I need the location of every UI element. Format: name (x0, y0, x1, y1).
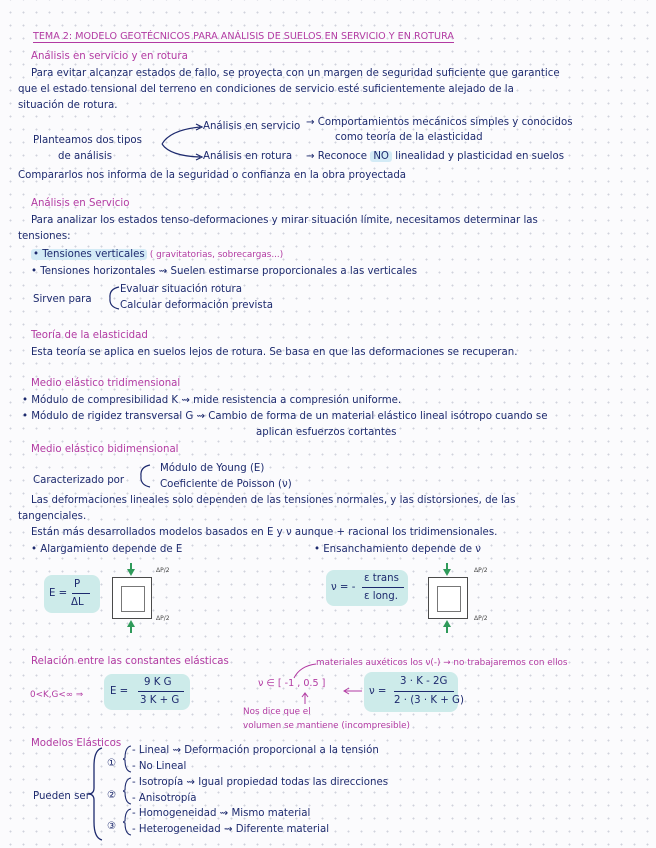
modelo-isotropia: - Isotropía ⇝ Igual propiedad todas las direcciones (132, 777, 389, 788)
heading-tridimensional: Medio elástico tridimensional (31, 378, 181, 389)
eq2-lhs: ν = - (331, 582, 356, 593)
eq2-bar (362, 587, 404, 588)
analysis-rotura-desc (306, 150, 564, 163)
specimen-inner (121, 586, 145, 612)
sirven-para: Sirven para (33, 294, 92, 305)
range-note-1: Nos dice que el (243, 707, 311, 717)
ensanchamiento: • Ensanchamiento depende de ν (314, 544, 481, 555)
modulo-rigidez: • Módulo de rigidez transversal G ⇝ Cambio de forma de un material elástico lineal isótropo cuando se (22, 411, 548, 422)
eqv-den: 2 · (3 · K + G) (394, 695, 464, 706)
rotura-desc-post: linealidad y plasticidad en suelos (395, 151, 565, 162)
to-nu-arrow (342, 686, 364, 696)
modulo-compresibilidad: • Módulo de compresibilidad K ⇝ mide resistencia a compresión uniforme. (22, 395, 402, 406)
caracterizado-por: Caracterizado por (33, 475, 125, 486)
s1-p2: que el estado tensional del terreno en condiciones de servicio esté suficientemente alejado de la (18, 84, 514, 95)
s3-p1: Esta teoría se aplica en suelos lejos de rotura. Se basa en que las deformaciones se recuperan. (31, 347, 518, 358)
modelo-homogeneidad: - Homogeneidad ⇝ Mismo material (132, 808, 311, 819)
heading-servicio-rotura: Análisis en servicio y en rotura (31, 51, 188, 62)
bottom-arrow-icon (127, 620, 135, 627)
rotura-desc-pre: → Reconoce (306, 151, 368, 162)
elongation-figure (108, 563, 168, 635)
eqv-bar (394, 691, 454, 692)
num-2: ② (107, 790, 117, 801)
modelo-heterogeneidad: - Heterogeneidad ⇝ Diferente material (132, 824, 330, 835)
compare-line: Compararlos nos informa de la seguridad o confianza en la obra proyectada (18, 170, 407, 181)
range-arrow (300, 692, 310, 706)
eq2-den: ε long. (364, 591, 398, 602)
tv-label: • Tensiones verticales (33, 249, 145, 260)
s5-p3: Están más desarrollados modelos basados en E y ν aunque + racional los tridimensionales. (31, 527, 498, 538)
eq1-lhs: E = (49, 588, 68, 599)
heading-bidimensional: Medio elástico bidimensional (31, 444, 179, 455)
analysis-servicio-desc2: como teoría de la elasticidad (335, 132, 483, 143)
s5-p1: Las deformaciones lineales solo dependen de las tensiones normales, y las distorsiones, de las (31, 495, 516, 506)
s1-p1: Para evitar alcanzar estados de fallo, se proyecta con un margen de seguridad suficiente que garantice (31, 68, 560, 79)
eqE-bar (138, 691, 184, 692)
num-3: ③ (107, 821, 117, 832)
s2-p1: Para analizar los estados tenso-deformaciones y mirar situación límite, necesitamos determinar las (31, 215, 538, 226)
analysis-servicio-label: Análisis en servicio (203, 121, 301, 132)
alargamiento: • Alargamiento depende de E (31, 544, 183, 555)
bottom-arrow-stem-2 (446, 627, 448, 633)
planteamos-line2: de análisis (58, 151, 113, 162)
eqE-num: 9 K G (144, 677, 172, 688)
fig2-bottom-label: ΔP/2 (474, 615, 488, 622)
heading-elasticidad: Teoría de la elasticidad (31, 330, 148, 341)
formula-nu-box (326, 570, 408, 606)
s5-p2: tangenciales. (18, 511, 87, 522)
fig1-bottom-label: ΔP/2 (156, 615, 170, 622)
modelo-lineal: - Lineal ⇝ Deformación proporcional a la tensión (132, 745, 379, 756)
eqE-den: 3 K + G (140, 695, 180, 706)
nu-range: ν ∈ [ -1 , 0.5 ] (258, 678, 326, 689)
coef-poisson: Coeficiente de Poisson (ν) (160, 479, 292, 490)
fig2-top-label: ΔP/2 (474, 567, 488, 574)
eq1-den: ΔL (71, 597, 84, 608)
num-1: ① (107, 758, 117, 769)
eqE-lhs: E = (110, 686, 129, 697)
bottom-arrow-icon-2 (443, 620, 451, 627)
eq1-bar (72, 593, 90, 594)
eq2-num: ε trans (364, 573, 399, 584)
formula-E-KG-box (104, 674, 190, 710)
k-g-condition: 0<K,G<∞ ⇒ (30, 690, 84, 700)
planteamos-line1: Planteamos dos tipos (33, 135, 142, 146)
widening-figure (420, 563, 490, 635)
heading-analisis-servicio: Análisis en Servicio (31, 198, 130, 209)
modelo-no-lineal: - No Lineal (132, 761, 187, 772)
modulo-rigidez-cont: aplican esfuerzos cortantes (256, 427, 397, 438)
formula-nu-KG-box (364, 672, 464, 712)
analysis-rotura-label: Análisis en rotura (203, 151, 293, 162)
heading-relacion: Relación entre las constantes elásticas (31, 656, 229, 667)
specimen-inner-2 (437, 586, 461, 612)
top-arrow-icon (127, 569, 135, 576)
bullet-tensiones-horizontales: • Tensiones horizontales ⇝ Suelen estimarse proporcionales a las verticales (31, 266, 418, 277)
bullet-tensiones-verticales (31, 248, 283, 262)
formula-E-box (44, 575, 100, 613)
fig1-top-label: ΔP/2 (156, 567, 170, 574)
sirven-2: Calcular deformación prevista (120, 300, 273, 311)
s1-p3: situación de rotura. (18, 100, 118, 111)
heading-modelos: Modelos Elásticos (31, 738, 122, 749)
specimen-2 (428, 577, 468, 619)
no-word: NO (370, 151, 392, 162)
specimen (112, 577, 152, 619)
s2-p2: tensiones: (18, 231, 71, 242)
sirven-1: Evaluar situación rotura (120, 284, 242, 295)
eq1-num: P (74, 579, 81, 590)
big-brace (86, 746, 106, 842)
modulo-young: Módulo de Young (E) (160, 463, 265, 474)
auxetic-note: materiales auxéticos los ν(-) → no trabajaremos con ellos (316, 658, 568, 668)
analysis-servicio-desc1: → Comportamientos mecánicos simples y conocidos (306, 117, 573, 128)
branch-arrows (150, 120, 210, 165)
eqv-num: 3 · K - 2G (400, 676, 448, 687)
page-title: TEMA 2: MODELO GEOTÉCNICOS PARA ANÁLISIS DE SUELOS EN SERVICIO Y EN ROTURA (33, 31, 454, 42)
range-note-2: volumen se mantiene (incompresible) (243, 721, 410, 731)
top-arrow-icon-2 (443, 569, 451, 576)
eqv-lhs: ν = (369, 686, 387, 697)
pueden-ser: Pueden ser (33, 791, 90, 802)
modelo-anisotropia: - Anisotropía (132, 793, 197, 804)
brace-caracterizado (134, 461, 154, 491)
tv-note: ( gravitatorias, sobrecargas...) (149, 250, 284, 260)
bottom-arrow-stem (130, 627, 132, 633)
